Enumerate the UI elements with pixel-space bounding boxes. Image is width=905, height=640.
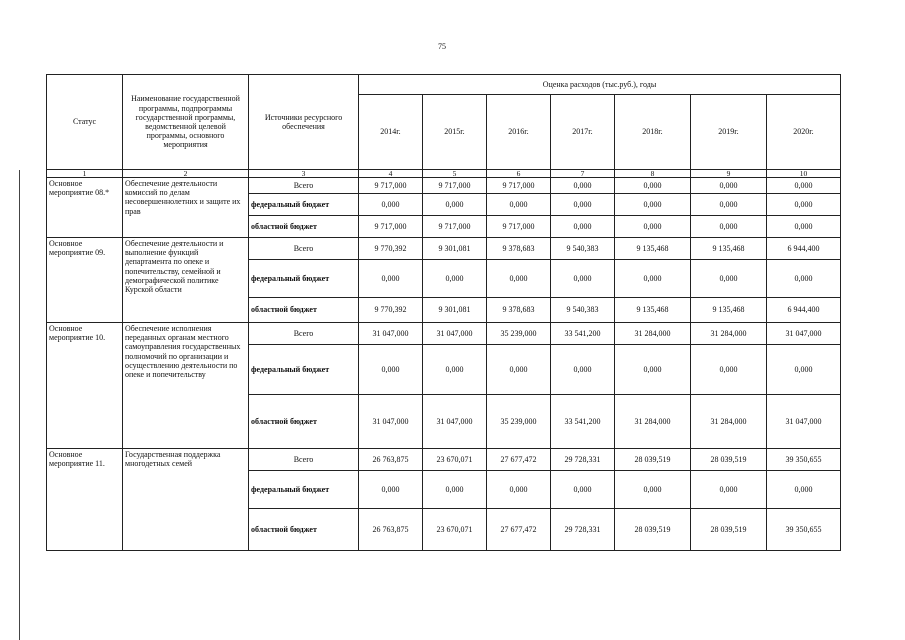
value-cell: 27 677,472 — [487, 509, 551, 551]
value-cell: 31 047,000 — [767, 323, 841, 345]
value-cell: 31 284,000 — [615, 323, 691, 345]
program-name-cell: Обеспечение деятельности и выполнение функций департамента по опеке и попечительству, семейной и демографической политике Курской области — [123, 238, 249, 323]
source-all: Всего — [249, 449, 359, 471]
value-cell: 9 717,000 — [423, 178, 487, 194]
value-cell: 9 135,468 — [615, 238, 691, 260]
value-cell: 0,000 — [551, 260, 615, 298]
value-cell: 9 717,000 — [359, 178, 423, 194]
value-cell: 0,000 — [767, 194, 841, 216]
header-year: 2018г. — [615, 95, 691, 170]
value-cell: 29 728,331 — [551, 449, 615, 471]
budget-table — [46, 74, 841, 551]
value-cell: 29 728,331 — [551, 509, 615, 551]
header-year: 2014г. — [359, 95, 423, 170]
header-year: 2015г. — [423, 95, 487, 170]
column-number: 9 — [691, 170, 767, 178]
page-edge-rule — [19, 170, 20, 640]
value-cell: 0,000 — [767, 260, 841, 298]
column-number: 6 — [487, 170, 551, 178]
value-cell: 0,000 — [767, 471, 841, 509]
source-federal: федеральный бюджет — [249, 345, 359, 395]
value-cell: 0,000 — [487, 345, 551, 395]
source-federal: федеральный бюджет — [249, 471, 359, 509]
source-federal: федеральный бюджет — [249, 194, 359, 216]
value-cell: 0,000 — [691, 260, 767, 298]
value-cell: 39 350,655 — [767, 449, 841, 471]
value-cell: 0,000 — [615, 345, 691, 395]
value-cell: 23 670,071 — [423, 449, 487, 471]
header-status: Статус — [47, 75, 123, 170]
value-cell: 0,000 — [767, 345, 841, 395]
value-cell: 0,000 — [551, 194, 615, 216]
source-regional: областной бюджет — [249, 395, 359, 449]
value-cell: 31 284,000 — [615, 395, 691, 449]
value-cell: 26 763,875 — [359, 449, 423, 471]
column-number: 2 — [123, 170, 249, 178]
value-cell: 0,000 — [487, 471, 551, 509]
source-all: Всего — [249, 238, 359, 260]
header-year: 2019г. — [691, 95, 767, 170]
value-cell: 28 039,519 — [691, 509, 767, 551]
status-cell: Основное мероприятие 11. — [47, 449, 123, 551]
table-row — [47, 449, 841, 471]
table-row — [47, 323, 841, 345]
source-all: Всего — [249, 323, 359, 345]
value-cell: 9 135,468 — [615, 298, 691, 323]
source-regional: областной бюджет — [249, 509, 359, 551]
value-cell: 27 677,472 — [487, 449, 551, 471]
column-number: 4 — [359, 170, 423, 178]
value-cell: 23 670,071 — [423, 509, 487, 551]
value-cell: 9 378,683 — [487, 238, 551, 260]
source-regional: областной бюджет — [249, 216, 359, 238]
value-cell: 0,000 — [691, 216, 767, 238]
value-cell: 9 717,000 — [423, 216, 487, 238]
value-cell: 0,000 — [423, 194, 487, 216]
value-cell: 31 047,000 — [767, 395, 841, 449]
value-cell: 0,000 — [691, 471, 767, 509]
value-cell: 39 350,655 — [767, 509, 841, 551]
value-cell: 0,000 — [551, 345, 615, 395]
value-cell: 0,000 — [615, 216, 691, 238]
page-number: 75 — [438, 42, 446, 51]
value-cell: 31 284,000 — [691, 395, 767, 449]
column-number: 8 — [615, 170, 691, 178]
value-cell: 31 047,000 — [359, 395, 423, 449]
value-cell: 0,000 — [615, 471, 691, 509]
value-cell: 9 540,383 — [551, 298, 615, 323]
column-number: 1 — [47, 170, 123, 178]
value-cell: 0,000 — [615, 194, 691, 216]
status-cell: Основное мероприятие 10. — [47, 323, 123, 449]
header-source: Источники ресурсного обеспечения — [249, 75, 359, 170]
value-cell: 28 039,519 — [615, 509, 691, 551]
value-cell: 35 239,000 — [487, 395, 551, 449]
column-number: 5 — [423, 170, 487, 178]
source-regional: областной бюджет — [249, 298, 359, 323]
value-cell: 0,000 — [487, 260, 551, 298]
value-cell: 0,000 — [551, 471, 615, 509]
value-cell: 9 717,000 — [487, 216, 551, 238]
value-cell: 28 039,519 — [691, 449, 767, 471]
value-cell: 31 047,000 — [359, 323, 423, 345]
value-cell: 9 135,468 — [691, 238, 767, 260]
program-name-cell: Обеспечение деятельности комиссий по делам несовершеннолетних и защите их прав — [123, 178, 249, 238]
value-cell: 0,000 — [487, 194, 551, 216]
value-cell: 0,000 — [691, 194, 767, 216]
value-cell: 9 135,468 — [691, 298, 767, 323]
value-cell: 26 763,875 — [359, 509, 423, 551]
header-year: 2017г. — [551, 95, 615, 170]
value-cell: 9 378,683 — [487, 298, 551, 323]
value-cell: 0,000 — [359, 260, 423, 298]
value-cell: 0,000 — [551, 178, 615, 194]
value-cell: 35 239,000 — [487, 323, 551, 345]
value-cell: 9 770,392 — [359, 298, 423, 323]
value-cell: 9 301,081 — [423, 238, 487, 260]
value-cell: 9 770,392 — [359, 238, 423, 260]
value-cell: 9 717,000 — [487, 178, 551, 194]
value-cell: 0,000 — [359, 194, 423, 216]
value-cell: 0,000 — [423, 260, 487, 298]
value-cell: 6 944,400 — [767, 298, 841, 323]
value-cell: 0,000 — [615, 178, 691, 194]
value-cell: 31 284,000 — [691, 323, 767, 345]
source-federal: федеральный бюджет — [249, 260, 359, 298]
header-name: Наименование государственной программы, подпрограммы государственной программы, ведомственной целевой программы, основного мероприятия — [123, 75, 249, 170]
column-number: 7 — [551, 170, 615, 178]
value-cell: 33 541,200 — [551, 323, 615, 345]
header-year: 2020г. — [767, 95, 841, 170]
header-estimate: Оценка расходов (тыс.руб.), годы — [359, 75, 841, 95]
source-all: Всего — [249, 178, 359, 194]
value-cell: 0,000 — [551, 216, 615, 238]
value-cell: 0,000 — [423, 471, 487, 509]
value-cell: 0,000 — [767, 178, 841, 194]
value-cell: 0,000 — [615, 260, 691, 298]
value-cell: 0,000 — [423, 345, 487, 395]
value-cell: 9 717,000 — [359, 216, 423, 238]
program-name-cell: Обеспечение исполнения переданных органам местного самоуправления государственных полномочий по организации и осуществлению деятельности по опеке и попечительству — [123, 323, 249, 449]
status-cell: Основное мероприятие 08.* — [47, 178, 123, 238]
value-cell: 31 047,000 — [423, 323, 487, 345]
column-number: 10 — [767, 170, 841, 178]
value-cell: 6 944,400 — [767, 238, 841, 260]
program-name-cell: Государственная поддержка многодетных семей — [123, 449, 249, 551]
value-cell: 0,000 — [691, 178, 767, 194]
header-year: 2016г. — [487, 95, 551, 170]
column-number: 3 — [249, 170, 359, 178]
value-cell: 0,000 — [359, 345, 423, 395]
table-row — [47, 238, 841, 260]
status-cell: Основное мероприятие 09. — [47, 238, 123, 323]
value-cell: 0,000 — [359, 471, 423, 509]
table-body — [47, 178, 841, 551]
value-cell: 28 039,519 — [615, 449, 691, 471]
value-cell: 31 047,000 — [423, 395, 487, 449]
value-cell: 33 541,200 — [551, 395, 615, 449]
value-cell: 9 540,383 — [551, 238, 615, 260]
value-cell: 9 301,081 — [423, 298, 487, 323]
table-row — [47, 178, 841, 194]
value-cell: 0,000 — [767, 216, 841, 238]
value-cell: 0,000 — [691, 345, 767, 395]
